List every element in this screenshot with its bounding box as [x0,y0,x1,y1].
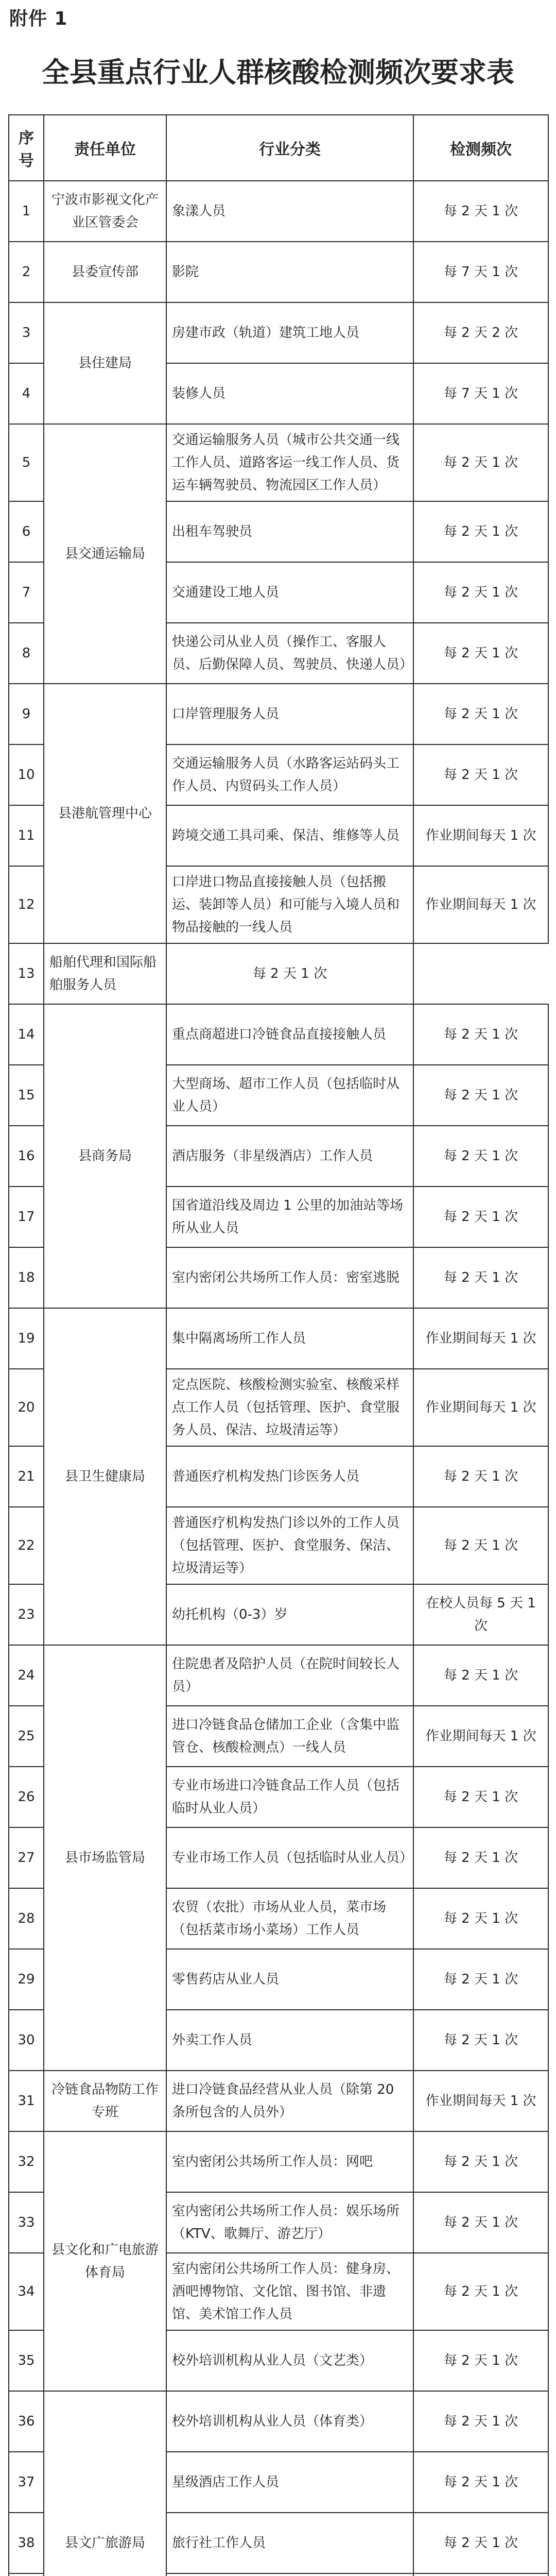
test-frequency: 每 2 天 1 次 [413,1645,548,1706]
row-number: 18 [9,1247,44,1308]
test-frequency: 每 2 天 1 次 [413,1507,548,1584]
table-row [9,2131,548,2192]
test-frequency: 每 2 天 1 次 [413,2131,548,2192]
test-frequency: 作业期间每天 1 次 [413,805,548,866]
table-row [9,684,548,744]
test-frequency: 每 2 天 1 次 [413,1949,548,2010]
test-frequency: 每 2 天 1 次 [413,1065,548,1126]
industry-category: 住院患者及陪护人员（在院时间较长人员） [166,1645,413,1706]
industry-category: 交通运输服务人员（水路客运站码头工作人员、内贸码头工作人员） [166,744,413,805]
row-number: 8 [9,623,44,684]
row-number: 19 [9,1308,44,1369]
row-number: 26 [9,1767,44,1827]
table-row [9,1004,548,1065]
test-frequency: 在校人员每 5 天 1 次 [413,1584,548,1645]
industry-category: 跨境交通工具司乘、保洁、维修等人员 [166,805,413,866]
test-frequency: 每 2 天 1 次 [413,1767,548,1827]
table-row [9,1308,548,1369]
table-body [9,181,548,2576]
industry-category: 口岸进口物品直接接触人员（包括搬运、装卸等人员）和可能与入境人员和物品接触的一线人员 [166,866,413,943]
responsible-unit: 冷链食品物防工作专班 [44,2071,166,2131]
industry-category: 零售药店从业人员 [166,1949,413,2010]
industry-category: 装修人员 [166,363,413,424]
header-frequency: 检测频次 [413,115,548,181]
row-number: 36 [9,2391,44,2452]
row-number [9,2573,44,2576]
test-frequency: 每 2 天 1 次 [413,1187,548,1247]
row-number: 22 [9,1507,44,1584]
industry-category: 普通医疗机构发热门诊以外的工作人员（包括管理、医护、食堂服务、保洁、垃圾清运等） [166,1507,413,1584]
row-number: 10 [9,744,44,805]
test-frequency: 每 2 天 1 次 [413,181,548,242]
industry-category: 普通医疗机构发热门诊医务人员 [166,1446,413,1507]
industry-category: 快递公司从业人员（操作工、客服人员、后勤保障人员、驾驶员、快递人员） [166,623,413,684]
row-number: 32 [9,2131,44,2192]
frequency-table [8,114,549,2576]
row-number: 37 [9,2452,44,2513]
row-number: 24 [9,1645,44,1706]
row-number: 14 [9,1004,44,1065]
industry-category: 室内密闭公共场所工作人员：网吧 [166,2131,413,2192]
responsible-unit: 县商务局 [44,1004,166,1308]
industry-category: 口岸管理服务人员 [166,684,413,744]
test-frequency: 每 2 天 1 次 [413,1247,548,1308]
row-number: 2 [9,242,44,302]
industry-category: 校外培训机构从业人员（体育类） [166,2391,413,2452]
test-frequency: 作业期间每天 1 次 [413,1308,548,1369]
industry-category [166,2573,413,2576]
row-number: 12 [9,866,44,943]
industry-category: 船舶代理和国际船舶服务人员 [44,943,166,1004]
table-header-row [9,115,548,181]
industry-category: 酒店服务（非星级酒店）工作人员 [166,1126,413,1187]
responsible-unit: 县文广旅游局 [44,2391,166,2576]
industry-category: 影院 [166,242,413,302]
responsible-unit: 县卫生健康局 [44,1308,166,1645]
responsible-unit: 县交通运输局 [44,424,166,684]
industry-category: 专业市场工作人员（包括临时从业人员） [166,1827,413,1888]
industry-category: 大型商场、超市工作人员（包括临时从业人员） [166,1065,413,1126]
responsible-unit: 县住建局 [44,302,166,424]
industry-category: 进口冷链食品仓储加工企业（含集中监管仓、核酸检测点）一线人员 [166,1706,413,1767]
test-frequency: 每 2 天 2 次 [413,302,548,363]
industry-category: 旅行社工作人员 [166,2513,413,2573]
industry-category: 外卖工作人员 [166,2010,413,2071]
row-number: 33 [9,2192,44,2253]
test-frequency: 每 7 天 1 次 [413,242,548,302]
test-frequency [413,2573,548,2576]
test-frequency: 每 2 天 1 次 [413,2513,548,2573]
responsible-unit: 县港航管理中心 [44,684,166,943]
document-title: 全县重点行业人群核酸检测频次要求表 [42,56,514,89]
industry-category: 集中隔离场所工作人员 [166,1308,413,1369]
row-number: 17 [9,1187,44,1247]
table-row [9,1645,548,1706]
industry-category: 出租车驾驶员 [166,501,413,562]
industry-category: 室内密闭公共场所工作人员：密室逃脱 [166,1247,413,1308]
test-frequency: 每 2 天 1 次 [413,1827,548,1888]
row-number: 34 [9,2253,44,2330]
test-frequency: 每 2 天 1 次 [413,562,548,623]
row-number: 9 [9,684,44,744]
test-frequency: 作业期间每天 1 次 [413,2071,548,2131]
test-frequency: 每 2 天 1 次 [413,424,548,501]
row-number: 3 [9,302,44,363]
row-number: 23 [9,1584,44,1645]
industry-category: 象漾人员 [166,181,413,242]
row-number: 21 [9,1446,44,1507]
row-number: 29 [9,1949,44,2010]
test-frequency: 每 2 天 1 次 [413,1004,548,1065]
test-frequency: 每 2 天 1 次 [413,744,548,805]
row-number: 4 [9,363,44,424]
industry-category: 室内密闭公共场所工作人员：健身房、酒吧博物馆、文化馆、图书馆、非遗馆、美术馆工作人员 [166,2253,413,2330]
row-number: 30 [9,2010,44,2071]
table-row [9,302,548,363]
row-number: 20 [9,1369,44,1446]
test-frequency: 作业期间每天 1 次 [413,866,548,943]
table-row [9,424,548,501]
table-row [9,2071,548,2131]
test-frequency: 每 2 天 1 次 [413,2452,548,2513]
industry-category: 国省道沿线及周边 1 公里的加油站等场所从业人员 [166,1187,413,1247]
table-row [9,242,548,302]
industry-category: 交通运输服务人员（城市公共交通一线工作人员、道路客运一线工作人员、货运车辆驾驶员、物流园区工作人员） [166,424,413,501]
row-number: 35 [9,2330,44,2391]
test-frequency: 每 7 天 1 次 [413,363,548,424]
header-unit: 责任单位 [44,115,166,181]
attachment-label: 附件 1 [9,8,68,29]
industry-category: 星级酒店工作人员 [166,2452,413,2513]
row-number: 7 [9,562,44,623]
test-frequency: 每 2 天 1 次 [413,1888,548,1949]
industry-category: 交通建设工地人员 [166,562,413,623]
responsible-unit: 县市场监管局 [44,1645,166,2071]
row-number: 25 [9,1706,44,1767]
test-frequency: 每 2 天 1 次 [413,1446,548,1507]
responsible-unit: 宁波市影视文化产业区管委会 [44,181,166,242]
row-number: 5 [9,424,44,501]
industry-category: 幼托机构（0-3）岁 [166,1584,413,1645]
test-frequency: 每 2 天 1 次 [413,1126,548,1187]
industry-category: 进口冷链食品经营从业人员（除第 20 条所包含的人员外） [166,2071,413,2131]
industry-category: 重点商超进口冷链食品直接接触人员 [166,1004,413,1065]
row-number: 13 [9,943,44,1004]
industry-category: 校外培训机构从业人员（文艺类） [166,2330,413,2391]
responsible-unit: 县文化和广电旅游体育局 [44,2131,166,2391]
industry-category: 定点医院、核酸检测实验室、核酸采样点工作人员（包括管理、医护、食堂服务人员、保洁、垃圾清运等） [166,1369,413,1446]
table-row [9,181,548,242]
header-category: 行业分类 [166,115,413,181]
industry-category: 室内密闭公共场所工作人员：娱乐场所（KTV、歌舞厅、游艺厅） [166,2192,413,2253]
test-frequency: 每 2 天 1 次 [413,623,548,684]
header-number: 序号 [9,115,44,181]
test-frequency: 每 2 天 1 次 [413,2010,548,2071]
row-number: 27 [9,1827,44,1888]
test-frequency: 每 2 天 1 次 [413,2192,548,2253]
test-frequency: 每 2 天 1 次 [413,2253,548,2330]
row-number: 6 [9,501,44,562]
responsible-unit: 县委宣传部 [44,242,166,302]
row-number: 31 [9,2071,44,2131]
test-frequency: 每 2 天 1 次 [413,2391,548,2452]
test-frequency: 每 2 天 1 次 [413,684,548,744]
row-number: 15 [9,1065,44,1126]
row-number: 1 [9,181,44,242]
test-frequency: 每 2 天 1 次 [413,2330,548,2391]
test-frequency: 作业期间每天 1 次 [413,1706,548,1767]
test-frequency: 作业期间每天 1 次 [413,1369,548,1446]
row-number: 38 [9,2513,44,2573]
table-row [9,2391,548,2452]
row-number: 11 [9,805,44,866]
industry-category: 专业市场进口冷链食品工作人员（包括临时从业人员） [166,1767,413,1827]
row-number: 28 [9,1888,44,1949]
industry-category: 农贸（农批）市场从业人员，菜市场（包括菜市场小菜场）工作人员 [166,1888,413,1949]
test-frequency: 每 2 天 1 次 [166,943,413,1004]
table-row [9,943,548,1004]
industry-category: 房建市政（轨道）建筑工地人员 [166,302,413,363]
test-frequency: 每 2 天 1 次 [413,501,548,562]
row-number: 16 [9,1126,44,1187]
